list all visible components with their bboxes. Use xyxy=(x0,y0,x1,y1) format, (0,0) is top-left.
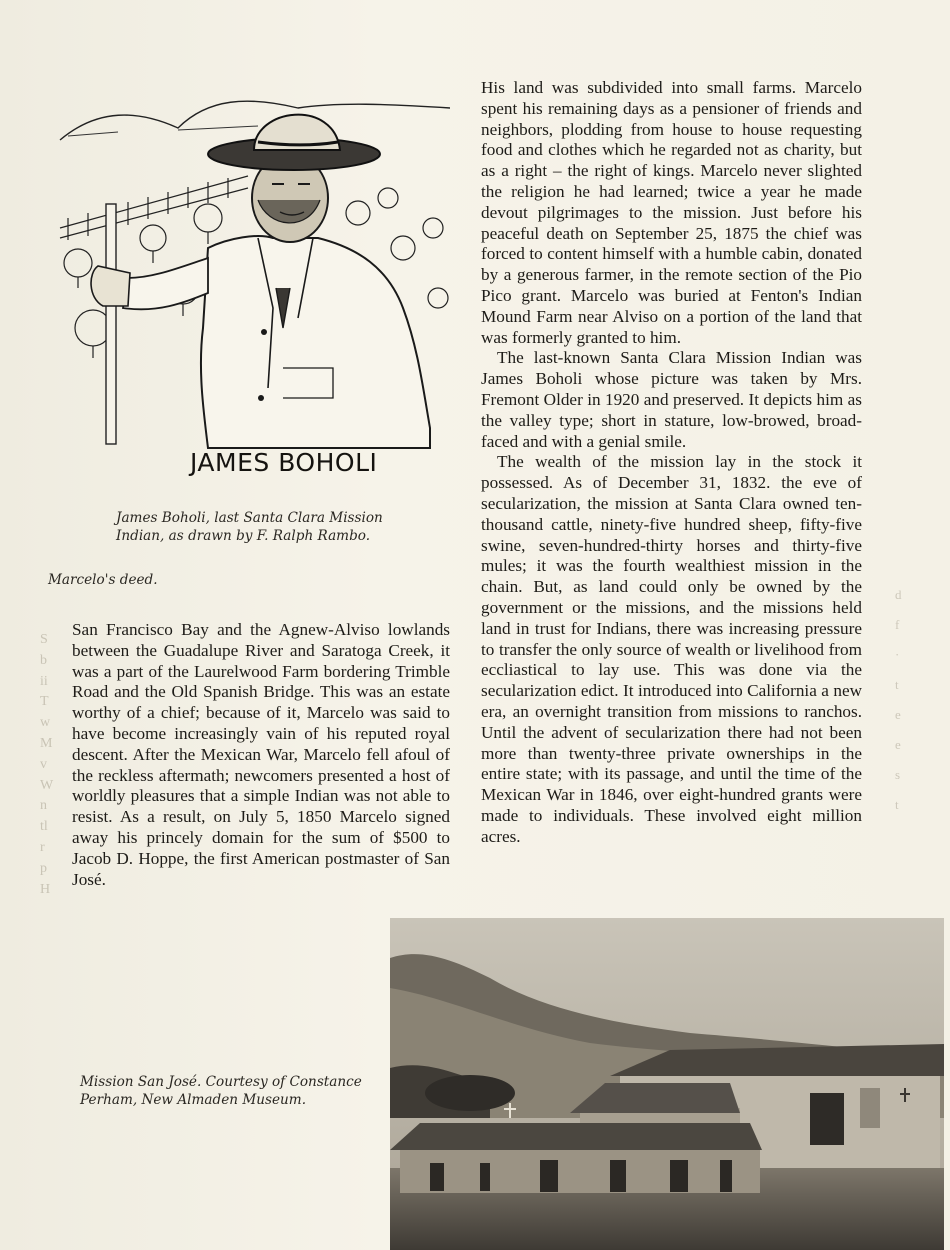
illustration-title: JAMES BOHOLI xyxy=(190,448,378,477)
deed-caption: Marcelo's deed. xyxy=(48,572,158,588)
bleed-through-left: S b ii T w M v W n tl r p H xyxy=(40,632,54,897)
right-paragraph-1: His land was subdivided into small farms. Marcelo spent his remaining days as a pensioner of friends and neighbors, plodding from house to house requesting food and clothes which he regarded not as charity, but as a right – the right of kings. Marcelo never slighted the religion he had learned; twice a year he made devout pilgrimages to the mission. Just before his peaceful death on September 25, 1875 the chief was forced to content himself with a humble cabin, donated by a generous farmer, in the remote section of the Pio Pico grant. Marcelo was buried at Fenton's Indian Mound Farm near Alviso on a portion of the land that was formerly granted to him. xyxy=(481,78,862,347)
right-column-text xyxy=(481,78,862,847)
james-boholi-drawing xyxy=(58,88,450,488)
mission-san-jose-photo xyxy=(390,918,944,1250)
photo-caption: Mission San José. Courtesy of Constance Perham, New Almaden Museum. xyxy=(80,1074,362,1108)
right-paragraph-2: The last-known Santa Clara Mission Indian was James Boholi whose picture was taken by Mrs. Fremont Older in 1920 and preserved. It depicts him as the valley type; short in stature, low-browed, broad-faced and with a genial smile. xyxy=(481,348,862,451)
bleed-through-right: d f · t e e s t xyxy=(895,587,902,812)
illustration-caption: James Boholi, last Santa Clara Mission Indian, as drawn by F. Ralph Rambo. xyxy=(116,510,383,544)
left-column-text xyxy=(72,620,450,890)
left-paragraph: San Francisco Bay and the Agnew-Alviso lowlands between the Guadalupe River and Saratoga Creek, it was a part of the Laurelwood Farm bordering Trimble Road and the Old Spanish Bridge. This was an estate worthy of a chief; because of it, Marcelo was said to have become increasingly vain of his reputed royal descent. After the Mexican War, Marcelo fell afoul of the reckless aftermath; newcomers presented a host of worldly pleasures that a simple Indian was not able to resist. As a result, on July 5, 1850 Marcelo signed away his princely domain for the sum of $500 to Jacob D. Hoppe, the first American postmaster of San José. xyxy=(72,620,450,889)
right-paragraph-3: The wealth of the mission lay in the stock it possessed. As of December 31, 1832. the eve of secularization, the mission at Santa Clara owned ten-thousand cattle, ninety-five hundred sheep, fifty-five swine, seven-hundred-thirty horses and thirty-five mules; it was the fourth wealthiest mission in the chain. But, as land could only be owned by the government or the missions, and the missions held land in trust for Indians, there was increasing pressure to transfer the only source of wealth or livelihood from eccliastical to lay use. This was done via the secularization edict. It introduced into California a new era, an overnight transition from missions to ranchos. Until the advent of secularization there had not been more than twenty-three private ownerships in the entire state; with its passage, and until the time of the Mexican War in 1846, over eight-hundred grants were made to individuals. These involved eight million acres. xyxy=(481,452,862,846)
